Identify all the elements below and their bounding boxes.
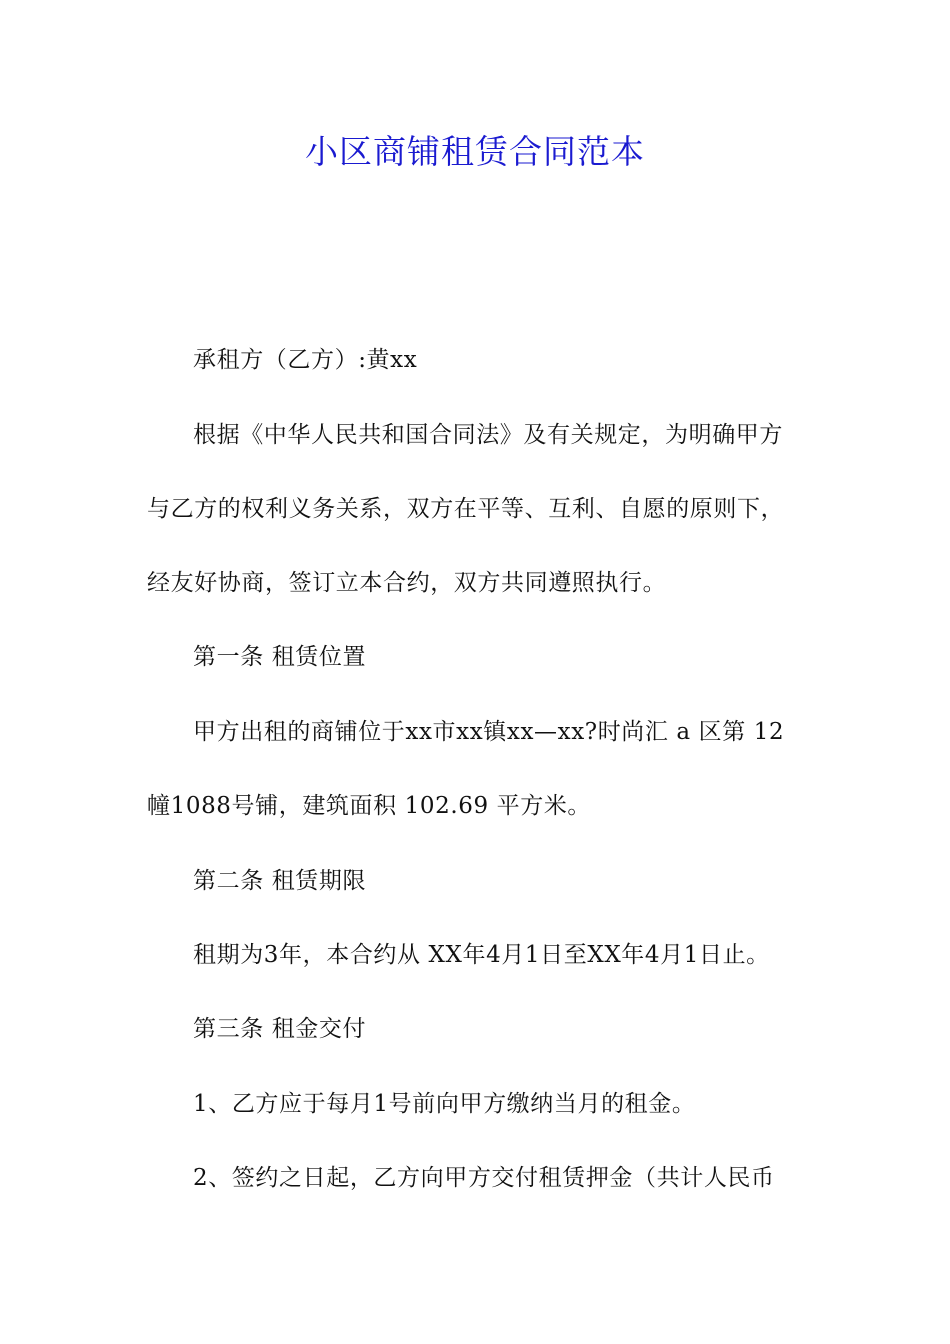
article-2-heading: 第二条 租赁期限 (193, 868, 367, 894)
article-3-item-2: 2、签约之日起，乙方向甲方交付租赁押金（共计人民币 (193, 1165, 775, 1191)
document-title: 小区商铺租赁合同范本 (305, 132, 645, 171)
paragraph-preamble-line-2: 与乙方的权利义务关系，双方在平等、互利、自愿的原则下， (147, 496, 785, 522)
article-2-text: 租期为3年，本合约从 XX年4月1日至XX年4月1日止。 (193, 942, 770, 968)
article-1-text-line-1: 甲方出租的商铺位于xx市xx镇xx—xx?时尚汇 a 区第 12 (193, 719, 785, 745)
paragraph-preamble-line-3: 经友好协商，签订立本合约，双方共同遵照执行。 (147, 570, 667, 596)
article-1-heading: 第一条 租赁位置 (193, 644, 367, 670)
article-3-heading: 第三条 租金交付 (193, 1016, 367, 1042)
article-3-item-1: 1、乙方应于每月1号前向甲方缴纳当月的租金。 (193, 1091, 696, 1117)
article-1-text-line-2: 幢1088号铺，建筑面积 102.69 平方米。 (147, 793, 592, 819)
paragraph-lessee: 承租方（乙方）:黄xx (193, 347, 418, 373)
paragraph-preamble-line-1: 根据《中华人民共和国合同法》及有关规定，为明确甲方 (193, 422, 783, 448)
